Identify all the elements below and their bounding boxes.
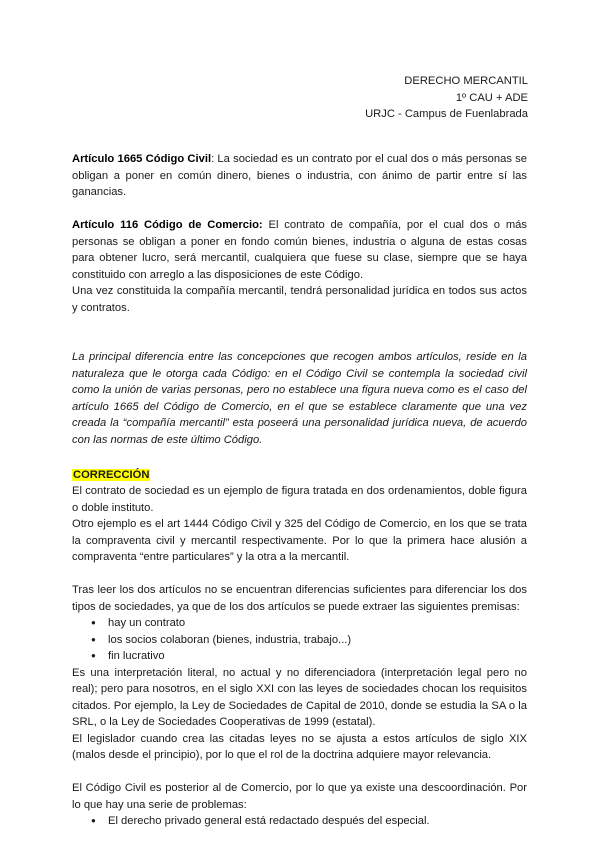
document-body <box>72 151 527 830</box>
list-item: ● los socios colaboran (bienes, industria, trabajo...) <box>108 632 527 649</box>
article-1665-title: Artículo 1665 Código Civil <box>72 153 212 165</box>
article-1665-paragraph <box>72 151 527 201</box>
correction-heading: CORRECCIÓN <box>73 468 150 481</box>
correction-paragraph-1: El contrato de sociedad es un ejemplo de figura tratada en dos ordenamientos, doble figura o doble instituto. <box>72 485 527 514</box>
correction-paragraph-3: Tras leer los dos artículos no se encuentran diferencias suficientes para diferenciar los dos tipos de sociedades, ya que de los dos artículos se puede extraer las siguientes premisas: <box>72 584 527 613</box>
campus-name: URJC - Campus de Fuenlabrada <box>365 108 528 120</box>
problems-list <box>72 813 527 830</box>
article-1665-text: : La sociedad es un contrato por el cual dos o más personas se obligan a poner en común dinero, bienes o industria, con ánimo de partir entre sí las ganancias. <box>72 153 527 198</box>
list-item: ● hay un contrato <box>108 615 527 632</box>
correction-paragraph-6: El Código Civil es posterior al de Comercio, por lo que ya existe una descoordinación. Por lo que hay una serie de problemas: <box>72 782 527 811</box>
correction-paragraph-2: Otro ejemplo es el art 1444 Código Civil y 325 del Código de Comercio, en los que se trata la compraventa civil y mercantil respectivamente. Por lo que la primera hace alusión a compraventa “entre particulares” y la otra a la mercantil. <box>72 518 527 563</box>
course-title: DERECHO MERCANTIL <box>404 75 528 87</box>
premises-list <box>72 615 527 665</box>
correction-paragraph-5: El legislador cuando crea las citadas leyes no se ajusta a estos artículos de siglo XIX (malos desde el principio), por lo que el rol de la doctrina adquiere mayor relevancia. <box>72 732 527 761</box>
article-116-title: Artículo 116 Código de Comercio: <box>72 219 263 231</box>
difference-paragraph: La principal diferencia entre las concepciones que recogen ambos artículos, reside en la naturaleza que le otorga cada Código: en el Código Civil se contempla la sociedad civil como la unión de varias personas, pero no establece una figura nueva como es el caso del artículo 1665 del Código de Comercio, en el que se establece claramente que una vez creada la “compañía mercantil” esta poseerá una personalidad jurídica nueva, de acuerdo con las normas de este último Código. <box>72 351 527 446</box>
document-header <box>365 73 528 123</box>
article-116-note: Una vez constituida la compañía mercantil, tendrá personalidad jurídica en todos sus actos y contratos. <box>72 285 527 314</box>
list-item: ● fin lucrativo <box>108 648 527 665</box>
article-116-text: El contrato de compañía, por el cual dos o más personas se obligan a poner en fondo común bienes, industria o alguna de estas cosas para obtener lucro, será mercantil, cualquiera que fuese su clase, siempre que se haya constituido con arreglo a las disposiciones de este Código. <box>72 219 527 281</box>
article-116-paragraph <box>72 217 527 283</box>
correction-paragraph-4: Es una interpretación literal, no actual y no diferenciadora (interpretación legal pero no real); pero para nosotros, en el siglo XXI con las leyes de sociedades chocan los requisitos citados. Por ejemplo, la Ley de Sociedades de Capital de 2010, donde se estudia la SA o la SRL, o la Ley de Sociedades Cooperativas de 1999 (estatal). <box>72 666 527 728</box>
course-level: 1º CAU + ADE <box>455 91 528 104</box>
list-item: ● El derecho privado general está redactado después del especial. <box>108 813 527 830</box>
